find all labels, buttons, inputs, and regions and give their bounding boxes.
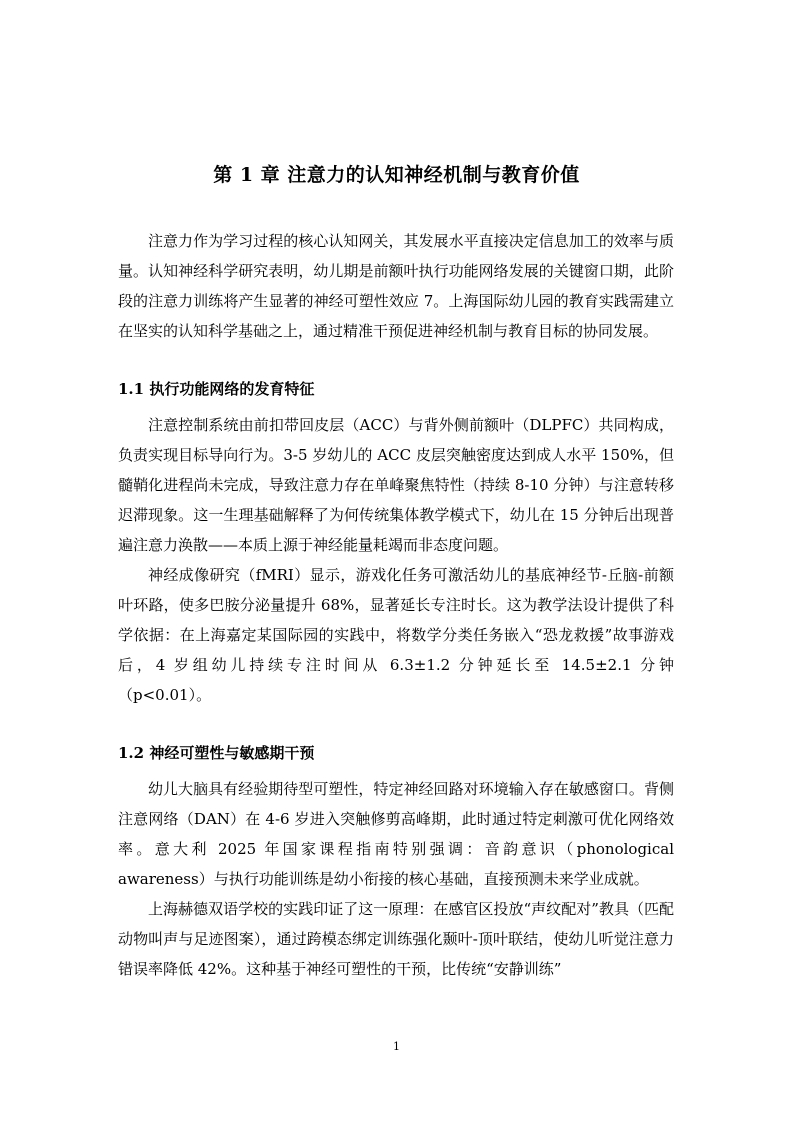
chapter-title: 第 1 章 注意力的认知神经机制与教育价值 [213,164,580,186]
section-heading-1-2: 1.2 神经可塑性与敏感期干预 [118,744,315,762]
section-heading-1-1: 1.1 执行功能网络的发育特征 [118,380,315,398]
page-body [118,226,674,984]
section-1-2-paragraph-1: 幼儿大脑具有经验期待型可塑性，特定神经回路对环境输入存在敏感窗口。背侧注意网络（DAN）在 4-6 岁进入突触修剪高峰期，此时通过特定刺激可优化网络效率。意大利 2025 年国家课程指南特别强调：音韵意识（phonological awareness）与执行功能训练是幼小衔接的核心基础，直接预测未来学业成就。 [118,780,674,888]
section-1-2-paragraph-2: 上海赫德双语学校的实践印证了这一原理：在感官区投放“声纹配对”教具（匹配动物叫声与足迹图案），通过跨模态绑定训练强化颞叶-顶叶联结，使幼儿听觉注意力错误率降低 42%。这种基于神经可塑性的干预，比传统“安静训练” [118,900,674,978]
section-1-1-paragraph-1: 注意控制系统由前扣带回皮层（ACC）与背外侧前额叶（DLPFC）共同构成，负责实现目标导向行为。3-5 岁幼儿的 ACC 皮层突触密度达到成人水平 150%，但髓鞘化进程尚未完成，导致注意力存在单峰聚焦特性（持续 8-10 分钟）与注意转移迟滞现象。这一生理基础解释了为何传统集体教学模式下，幼儿在 15 分钟后出现普遍注意力涣散——本质上源于神经能量耗竭而非态度问题。 [118,416,674,554]
section-1-1-paragraph-2: 神经成像研究（fMRI）显示，游戏化任务可激活幼儿的基底神经节-丘脑-前额叶环路，使多巴胺分泌量提升 68%，显著延长专注时长。这为教学法设计提供了科学依据：在上海嘉定某国际园的实践中，将数学分类任务嵌入“恐龙救援”故事游戏后，4 岁组幼儿持续专注时间从 6.3±1.2 分钟延长至 14.5±2.1 分钟（p<0.01）。 [118,566,674,704]
page-number: 1 [393,1040,400,1053]
intro-paragraph: 注意力作为学习过程的核心认知网关，其发展水平直接决定信息加工的效率与质量。认知神经科学研究表明，幼儿期是前额叶执行功能网络发展的关键窗口期，此阶段的注意力训练将产生显著的神经可塑性效应 7。上海国际幼儿园的教育实践需建立在坚实的认知科学基础之上，通过精准干预促进神经机制与教育目标的协同发展。 [118,232,674,340]
